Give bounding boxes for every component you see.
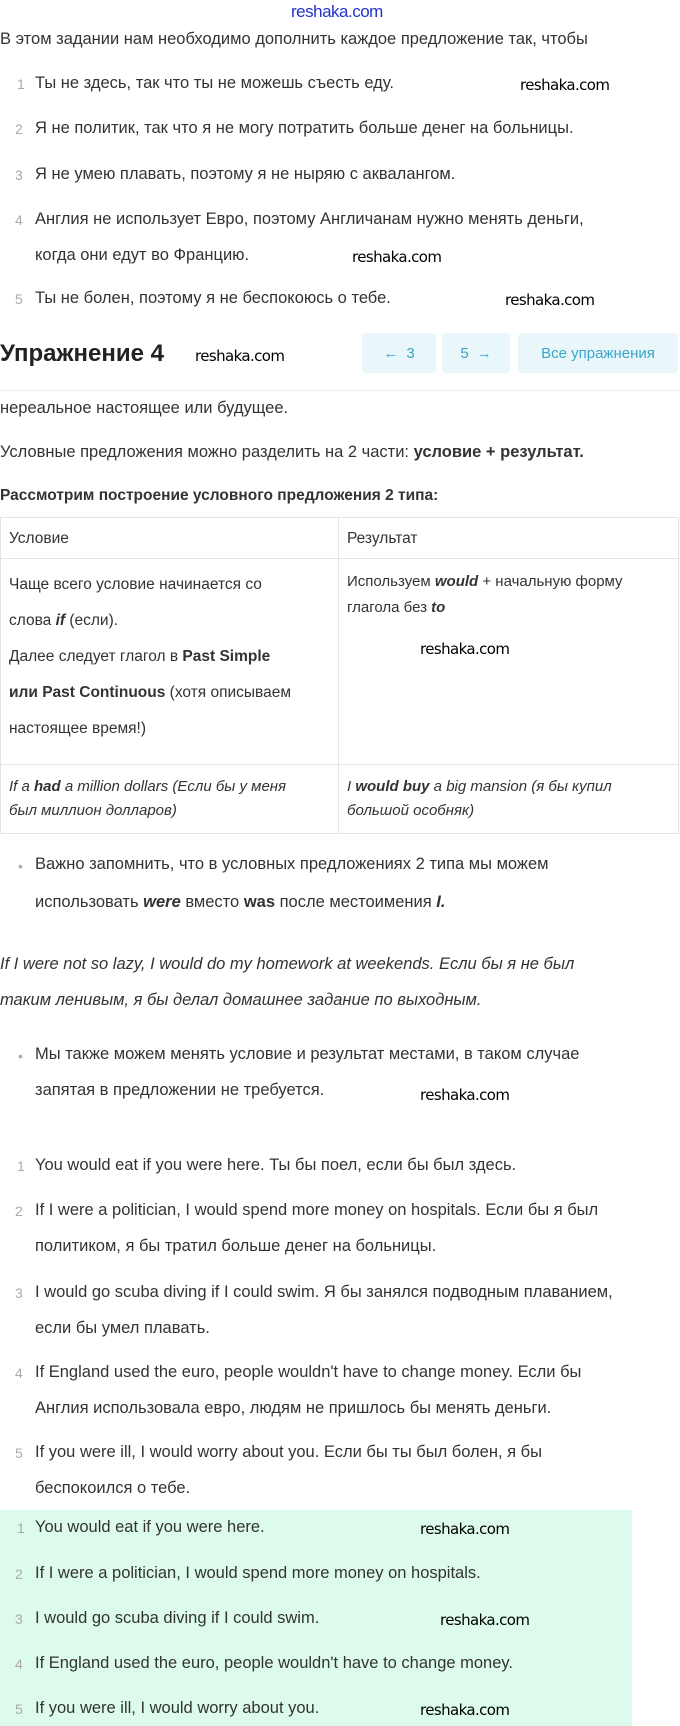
watermark: reshaka.com — [420, 1086, 510, 1104]
en-item-cont: беспокоился о тебе. — [35, 1479, 191, 1497]
en-item-cont: политиком, я бы тратил больше денег на больницы. — [35, 1237, 437, 1255]
result-cell: Используем would + начальную форму глагола без to — [339, 559, 679, 765]
answer-item: If England used the euro, people wouldn't have to change money. — [35, 1654, 514, 1672]
en-item: If England used the euro, people wouldn't have to change money. Если бы — [35, 1363, 582, 1381]
condition-cell: Чаще всего условие начинается со слова if (если). Далее следует глагол в Past Simple или Past Continuous (хотя описываем настоящее время!) — [1, 559, 339, 765]
bullet-icon: • — [18, 858, 23, 874]
ru-item: Я не умею плавать, поэтому я не ныряю с аквалангом. — [35, 165, 456, 183]
watermark: reshaka.com — [420, 1701, 510, 1719]
item-number: 4 — [15, 212, 23, 228]
item-number: 5 — [15, 1445, 23, 1461]
table-header: Результат — [339, 518, 679, 559]
item-number: 2 — [15, 121, 23, 137]
text: Условные предложения можно разделить на 2 части: — [0, 443, 414, 461]
arrow-right-icon: → — [476, 344, 492, 362]
item-number: 3 — [15, 1611, 23, 1627]
next-exercise-button[interactable] — [442, 333, 510, 373]
answer-item: If I were a politician, I would spend more money on hospitals. — [35, 1564, 481, 1582]
item-number: 5 — [15, 1701, 23, 1717]
theory-heading: Рассмотрим построение условного предложения 2 типа: — [0, 487, 439, 504]
en-item: If I were a politician, I would spend more money on hospitals. Если бы я был — [35, 1201, 599, 1219]
exercise-title: Упражнение 4 — [0, 340, 164, 367]
ru-item: Я не политик, так что я не могу потратить больше денег на больницы. — [35, 119, 574, 137]
answer-item: You would eat if you were here. — [35, 1518, 265, 1536]
en-item: I would go scuba diving if I could swim. Я бы занялся подводным плаванием, — [35, 1283, 613, 1301]
note-text: использовать were вместо was после местоимения I. — [35, 893, 446, 911]
watermark: reshaka.com — [420, 1520, 510, 1538]
watermark: reshaka.com — [505, 291, 595, 309]
theory-line — [0, 443, 584, 462]
watermark: reshaka.com — [440, 1611, 530, 1629]
table-header: Условие — [1, 518, 339, 559]
ru-item: Ты не болен, поэтому я не беспокоюсь о тебе. — [35, 289, 391, 307]
note-text: Важно запомнить, что в условных предложениях 2 типа мы можем — [35, 855, 549, 873]
prev-label: 3 — [406, 344, 415, 362]
site-logo[interactable]: reshaka.com — [291, 2, 383, 21]
item-number: 3 — [15, 1285, 23, 1301]
arrow-left-icon: ← — [383, 344, 399, 362]
bullet-icon: • — [18, 1048, 23, 1064]
ru-item: Англия не использует Евро, поэтому Англичанам нужно менять деньги, — [35, 210, 584, 228]
item-number: 3 — [15, 167, 23, 183]
en-item: You would eat if you were here. Ты бы поел, если бы был здесь. — [35, 1156, 517, 1174]
theory-line: нереальное настоящее или будущее. — [0, 399, 289, 417]
note-text: Мы также можем менять условие и результат местами, в таком случае — [35, 1045, 580, 1063]
en-item: If you were ill, I would worry about you. Если бы ты был болен, я бы — [35, 1443, 542, 1461]
all-label: Все упражнения — [541, 344, 655, 362]
watermark: reshaka.com — [520, 76, 610, 94]
divider — [0, 390, 680, 391]
intro-text: В этом задании нам необходимо дополнить каждое предложение так, чтобы — [0, 30, 588, 48]
item-number: 4 — [15, 1365, 23, 1381]
en-item-cont: если бы умел плавать. — [35, 1319, 210, 1337]
ru-item: Ты не здесь, так что ты не можешь съесть еду. — [35, 74, 394, 92]
example-cell: I would buy a big mansion (я бы купил большой особняк) — [339, 765, 679, 834]
item-number: 5 — [15, 291, 23, 307]
answer-item: If you were ill, I would worry about you. — [35, 1699, 320, 1717]
next-label: 5 — [460, 344, 469, 362]
watermark: reshaka.com — [420, 640, 510, 658]
item-number: 2 — [15, 1566, 23, 1582]
item-number: 1 — [17, 76, 25, 92]
prev-exercise-button[interactable] — [362, 333, 436, 373]
en-item-cont: Англия использовала евро, людям не пришлось бы менять деньги. — [35, 1399, 552, 1417]
rules-table — [0, 517, 679, 834]
all-exercises-button[interactable] — [518, 333, 678, 373]
ru-item-cont: когда они едут во Францию. — [35, 246, 250, 264]
bold-text: условие + результат. — [413, 443, 584, 461]
item-number: 1 — [17, 1520, 25, 1536]
item-number: 2 — [15, 1203, 23, 1219]
watermark: reshaka.com — [195, 347, 285, 365]
example-cell: If a had a million dollars (Если бы у меня был миллион долларов) — [1, 765, 339, 834]
example-text: If I were not so lazy, I would do my homework at weekends. Если бы я не был — [0, 955, 575, 973]
note-text: запятая в предложении не требуется. — [35, 1081, 325, 1099]
example-text: таким ленивым, я бы делал домашнее задание по выходным. — [0, 991, 482, 1009]
item-number: 4 — [15, 1656, 23, 1672]
item-number: 1 — [17, 1158, 25, 1174]
watermark: reshaka.com — [352, 248, 442, 266]
answer-item: I would go scuba diving if I could swim. — [35, 1609, 320, 1627]
